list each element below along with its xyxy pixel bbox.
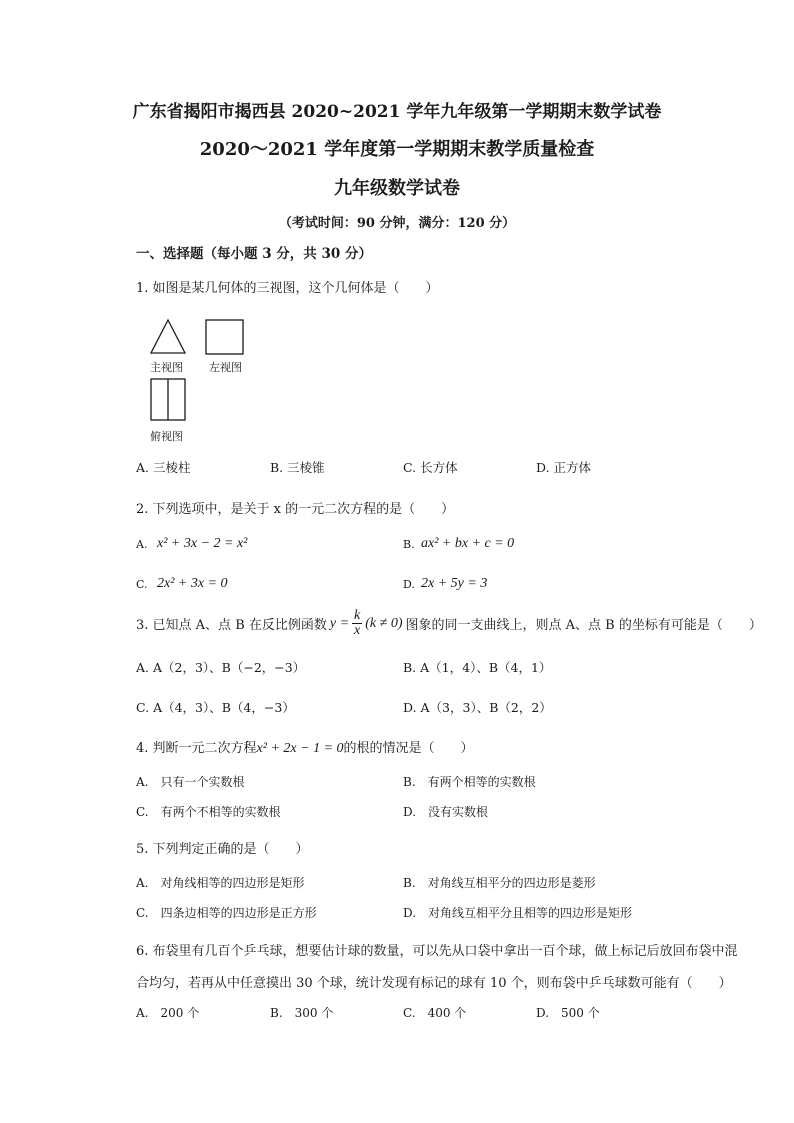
q5-option-c[interactable]: C. 四条边相等的四边形是正方形 <box>136 906 317 920</box>
section-title: 一、选择题（每小题 3 分，共 30 分） <box>136 246 372 262</box>
question-6-line-1: 6. 布袋里有几百个乒乓球，想要估计球的数量，可以先从口袋中拿出一百个球，做上标记后放回布袋中混 <box>136 944 738 959</box>
exam-info: （考试时间：90 分钟，满分：120 分） <box>278 216 516 231</box>
q1-option-b[interactable]: B. 三棱锥 <box>270 460 325 475</box>
front-view-label: 主视图 <box>150 361 183 374</box>
q2-option-c-label: C. <box>136 578 148 591</box>
q2-option-a-label: A. <box>136 538 148 551</box>
front-view-triangle <box>151 320 185 353</box>
q4-option-d[interactable]: D. 没有实数根 <box>403 805 489 819</box>
q4-option-c[interactable]: C. 有两个不相等的实数根 <box>136 805 281 819</box>
q3-option-d[interactable]: D. A（3，3）、B（2，2） <box>403 700 552 715</box>
top-view-label: 俯视图 <box>150 430 183 443</box>
question-1-stem: 1. 如图是某几何体的三视图，这个几何体是（ ） <box>136 281 439 296</box>
left-view-square <box>206 320 243 354</box>
q5-option-b[interactable]: B. 对角线互相平分的四边形是菱形 <box>403 876 596 890</box>
q4-equation: x² + 2x − 1 = 0 <box>256 741 344 756</box>
q6-option-d[interactable]: D. 500 个 <box>536 1006 600 1020</box>
q4-stem-post: 的根的情况是（ ） <box>343 741 474 756</box>
q1-option-a[interactable]: A. 三棱柱 <box>136 460 191 475</box>
q3-condition: (k ≠ 0) <box>365 615 403 631</box>
paper-name: 九年级数学试卷 <box>334 178 460 199</box>
q1-option-c[interactable]: C. 长方体 <box>403 460 458 475</box>
exam-title: 广东省揭阳市揭西县 2020~2021 学年九年级第一学期期末数学试卷 <box>132 102 662 122</box>
q4-option-a[interactable]: A. 只有一个实数根 <box>136 775 245 789</box>
q2-option-c[interactable]: 2x² + 3x = 0 <box>157 576 228 591</box>
question-4-stem <box>136 737 474 757</box>
q6-option-b[interactable]: B. 300 个 <box>270 1006 334 1020</box>
q3-option-b[interactable]: B. A（1，4）、B（4，1） <box>403 660 552 675</box>
question-2-stem: 2. 下列选项中，是关于 x 的一元二次方程的是（ ） <box>136 502 455 517</box>
question-6-line-2: 合均匀，若再从中任意摸出 30 个球，统计发现有标记的球有 10 个，则布袋中乒乓球数可能有（ ） <box>136 976 732 991</box>
q1-option-d[interactable]: D. 正方体 <box>536 460 592 475</box>
q4-option-b[interactable]: B. 有两个相等的实数根 <box>403 775 536 789</box>
q3-fraction-denominator: x <box>354 623 361 638</box>
q2-option-d-label: D. <box>403 578 415 591</box>
q3-function-lhs: y = <box>329 615 350 631</box>
q3-stem-pre: 3. 已知点 A、点 B 在反比例函数 <box>136 618 327 633</box>
q5-option-d[interactable]: D. 对角线互相平分且相等的四边形是矩形 <box>403 906 633 920</box>
q6-option-a[interactable]: A. 200 个 <box>136 1006 200 1020</box>
q2-option-d[interactable]: 2x + 5y = 3 <box>421 576 488 591</box>
q6-option-c[interactable]: C. 400 个 <box>403 1006 467 1020</box>
q3-option-a[interactable]: A. A（2，3）、B（−2，−3） <box>136 660 306 675</box>
three-views-figure <box>140 312 260 447</box>
q4-stem-pre: 4. 判断一元二次方程 <box>136 741 257 756</box>
q2-option-b[interactable]: ax² + bx + c = 0 <box>421 536 515 551</box>
q2-option-a[interactable]: x² + 3x − 2 = x² <box>157 536 248 551</box>
exam-subtitle: 2020～2021 学年度第一学期期末教学质量检查 <box>199 139 595 160</box>
left-view-label: 左视图 <box>209 361 242 374</box>
q5-option-a[interactable]: A. 对角线相等的四边形是矩形 <box>136 876 305 890</box>
q3-option-c[interactable]: C. A（4，3）、B（4，−3） <box>136 700 295 715</box>
q3-fraction-numerator: k <box>354 608 361 623</box>
q2-option-b-label: B. <box>403 538 415 551</box>
q3-fraction <box>352 609 362 638</box>
question-3-stem <box>136 609 762 638</box>
q3-stem-post: 图象的同一支曲线上，则点 A、点 B 的坐标有可能是（ ） <box>405 618 762 633</box>
question-5-stem: 5. 下列判定正确的是（ ） <box>136 842 309 857</box>
